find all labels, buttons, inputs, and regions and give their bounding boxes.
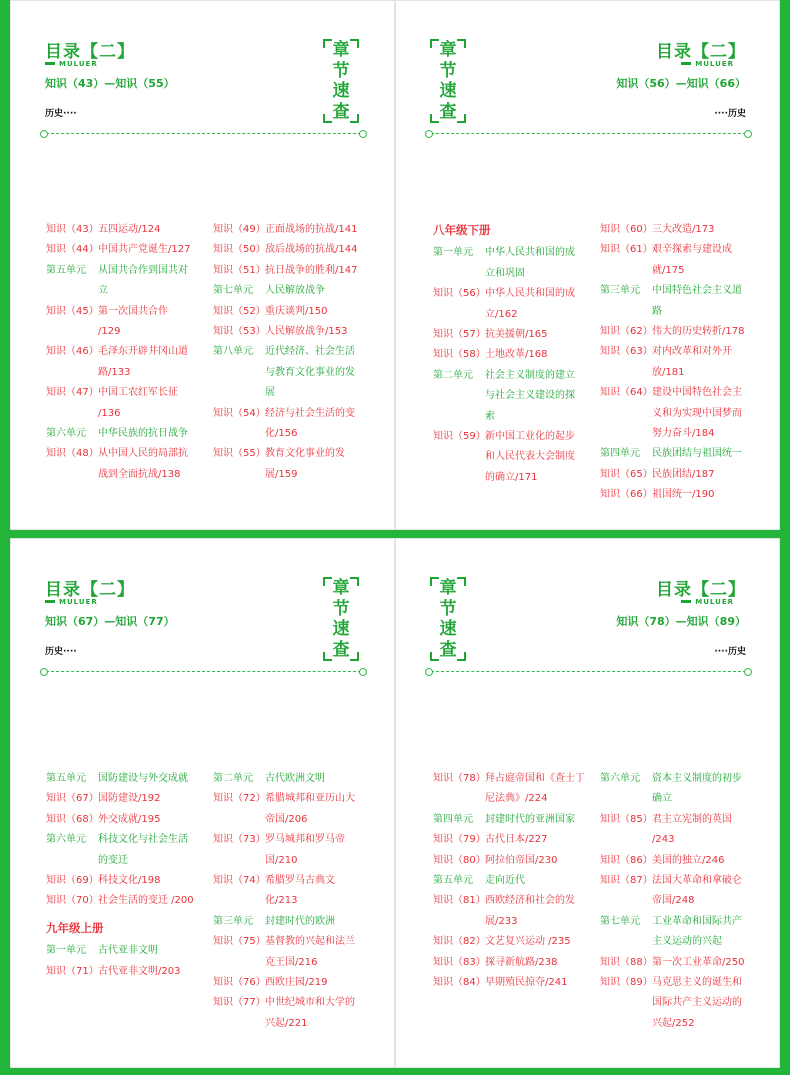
toc-entry[interactable] [213, 769, 363, 789]
entry-title: 走向近代 [485, 875, 525, 887]
entry-number: 知识（58） [433, 349, 486, 361]
entry-number: 知识（74） [213, 875, 266, 887]
entry-number: 知识（44） [46, 244, 99, 256]
entry-number: 知识（86） [600, 854, 653, 866]
entry-title: 中国工农红军长征 /136 [98, 387, 178, 419]
entry-number: 第四单元 [600, 448, 640, 460]
toc-entry[interactable] [600, 871, 750, 912]
entry-number: 知识（60） [600, 224, 653, 235]
entry-title: 工业革命和国际共产主义运动的兴起 [652, 915, 742, 948]
entry-number: 第六单元 [600, 773, 640, 784]
entry-title: 伟大的历史转折/178 [652, 326, 745, 338]
toc-subtitle: MULUER [681, 598, 734, 606]
toc-entry[interactable] [46, 424, 193, 444]
entry-number: 第四单元 [433, 813, 473, 825]
entry-title: 重庆谈判/150 [265, 305, 328, 317]
entry-number: 第一单元 [433, 247, 473, 259]
entry-number: 知识（45） [46, 305, 99, 317]
badge-char: 节 [439, 598, 457, 619]
knowledge-range: 知识（56）—知识（66） [616, 77, 746, 90]
entry-title: 人民解放战争 [265, 285, 325, 297]
entry-title: 基督教的兴起和法兰克王国/216 [265, 936, 355, 968]
entry-number: 知识（68） [46, 813, 99, 825]
entry-number: 知识（81） [433, 895, 486, 907]
entry-number: 知识（89） [600, 977, 653, 989]
toc-entry[interactable] [213, 789, 363, 830]
toc-entry[interactable] [213, 342, 361, 403]
toc-column-right [600, 769, 750, 1034]
badge-char: 章 [439, 40, 457, 60]
entry-title: 民族团结/187 [652, 468, 715, 480]
dashed-divider [46, 133, 361, 134]
toc-entry[interactable] [46, 220, 193, 240]
entry-title: 拜占庭帝国和《查士丁尼法典》/224 [485, 773, 585, 805]
toc-title: 目录【二】 [45, 580, 135, 600]
toc-entry[interactable] [600, 383, 750, 444]
entry-number: 知识（73） [213, 834, 266, 846]
entry-title: 新中国工业化的起步和人民代表大会制度的确立/171 [485, 431, 575, 483]
badge-char: 章 [439, 578, 457, 598]
toc-entry[interactable] [213, 281, 361, 301]
toc-entry[interactable] [433, 810, 585, 830]
toc-column-right [213, 220, 361, 485]
toc-entry[interactable] [600, 953, 750, 973]
entry-title: 外交成就/195 [98, 813, 161, 825]
toc-entry[interactable] [600, 810, 750, 851]
entry-number: 第七单元 [600, 915, 640, 927]
toc-entry[interactable] [46, 444, 193, 485]
toc-entry[interactable] [46, 891, 196, 911]
entry-title: 古代日本/227 [485, 834, 548, 846]
toc-entry[interactable] [46, 302, 193, 343]
chapter-quick-search-badge [323, 577, 359, 661]
toc-entry[interactable] [600, 485, 750, 505]
grade-heading: 八年级下册 [433, 223, 491, 237]
toc-entry[interactable] [433, 830, 585, 850]
entry-title: 希腊城邦和亚历山大帝国/206 [265, 793, 355, 825]
toc-entry[interactable] [46, 830, 196, 871]
toc-entry[interactable] [433, 366, 583, 427]
toc-entry[interactable] [213, 912, 363, 932]
badge-char: 章 [332, 40, 350, 60]
entry-title: 社会主义制度的建立与社会主义建设的探索 [485, 369, 575, 422]
entry-title: 从国共合作到国共对立 [98, 264, 188, 297]
entry-number: 第八单元 [213, 346, 253, 358]
entry-number: 知识（64） [600, 387, 653, 399]
toc-entry[interactable] [213, 871, 363, 912]
entry-number: 知识（78） [433, 773, 486, 784]
entry-title: 第一次国共合作 /129 [98, 305, 168, 338]
entry-number: 知识（88） [600, 956, 653, 968]
toc-column-left [46, 769, 196, 982]
entry-title: 文艺复兴运动 /235 [485, 936, 571, 948]
entry-number: 知识（55） [213, 448, 266, 460]
entry-title: 近代经济、社会生活与教育文化事业的发展 [265, 346, 355, 399]
entry-number: 第二单元 [213, 773, 253, 784]
dashed-divider [431, 133, 746, 134]
toc-entry[interactable] [600, 973, 750, 1034]
entry-number: 知识（47） [46, 387, 99, 399]
dashed-divider [431, 671, 746, 672]
entry-title: 中华人民共和国的成立/162 [485, 288, 575, 320]
badge-char: 节 [332, 598, 350, 619]
toc-entry[interactable] [433, 243, 583, 284]
entry-title: 探寻新航路/238 [485, 956, 558, 968]
entry-title: 西欧经济和社会的发展/233 [485, 895, 575, 927]
badge-char: 节 [332, 60, 350, 81]
toc-entry[interactable] [46, 261, 193, 302]
toc-entry[interactable] [46, 789, 196, 809]
entry-number: 知识（67） [46, 793, 99, 805]
entry-number: 第二单元 [433, 369, 473, 381]
toc-entry[interactable] [600, 342, 750, 383]
badge-char: 查 [439, 101, 457, 122]
toc-entry[interactable] [46, 962, 196, 982]
entry-title: 中华人民共和国的成立和巩固 [485, 247, 575, 279]
entry-number: 知识（72） [213, 793, 266, 805]
entry-number: 知识（83） [433, 956, 486, 968]
toc-entry[interactable] [213, 302, 361, 322]
toc-entry[interactable] [213, 444, 361, 485]
toc-entry[interactable] [213, 830, 363, 871]
toc-column-right [213, 769, 363, 1034]
entry-title: 民族团结与祖国统一 [652, 448, 742, 460]
entry-title: 法国大革命和拿破仑帝国/248 [652, 875, 742, 907]
entry-title: 艰辛探索与建设成就/175 [652, 244, 732, 276]
entry-title: 三大改造/173 [652, 224, 715, 235]
badge-char: 速 [439, 81, 457, 101]
toc-entry[interactable] [46, 941, 196, 961]
chapter-quick-search-badge [430, 577, 466, 661]
subject-label: ····历史 [714, 109, 746, 119]
grade-heading: 九年级上册 [46, 920, 104, 935]
toc-entry[interactable] [600, 769, 750, 810]
entry-title: 抗美援朝/165 [485, 329, 548, 341]
toc-entry[interactable] [433, 345, 583, 365]
knowledge-range: 知识（43）—知识（55） [45, 77, 175, 90]
toc-entry[interactable] [433, 325, 583, 345]
toc-page-1 [10, 0, 395, 530]
toc-column-left [433, 220, 583, 488]
toc-page-2 [395, 0, 780, 530]
toc-entry[interactable] [213, 261, 361, 281]
entry-number: 第六单元 [46, 428, 86, 440]
entry-number: 知识（57） [433, 329, 486, 341]
entry-title: 古代欧洲文明 [265, 773, 325, 784]
entry-title: 阿拉伯帝国/230 [485, 854, 558, 866]
entry-number: 知识（54） [213, 407, 266, 419]
entry-title: 封建时代的欧洲 [265, 915, 335, 927]
entry-title: 美国的独立/246 [652, 854, 725, 866]
entry-number: 第一单元 [46, 945, 86, 957]
entry-title: 土地改革/168 [485, 349, 548, 361]
entry-number: 知识（59） [433, 431, 486, 443]
badge-char: 查 [332, 101, 350, 122]
chapter-quick-search-badge [323, 39, 359, 123]
toc-title: 目录【二】 [656, 42, 746, 62]
entry-title: 古代亚非文明/203 [98, 965, 181, 977]
entry-number: 第五单元 [46, 264, 86, 276]
entry-number: 第五单元 [433, 875, 473, 887]
badge-char: 速 [439, 619, 457, 639]
toc-entry[interactable] [46, 383, 193, 424]
entry-number: 知识（48） [46, 448, 99, 460]
entry-number: 知识（77） [213, 997, 266, 1009]
toc-entry[interactable] [600, 851, 750, 871]
entry-title: 国防建设与外交成就 [98, 773, 188, 784]
entry-number: 第三单元 [600, 285, 640, 297]
entry-title: 第一次工业革命/250 [652, 956, 745, 968]
toc-entry[interactable] [433, 769, 585, 810]
toc-entry[interactable] [600, 444, 750, 464]
entry-title: 中华民族的抗日战争 [98, 428, 188, 440]
badge-char: 节 [439, 60, 457, 81]
entry-title: 希腊罗马古典文化/213 [265, 875, 335, 907]
entry-title: 从中国人民的局部抗战到全面抗战/138 [98, 448, 188, 480]
entry-number: 知识（49） [213, 224, 266, 235]
entry-title: 正面战场的抗战/141 [265, 224, 358, 235]
toc-entry[interactable] [213, 973, 363, 993]
toc-entry[interactable] [46, 871, 196, 891]
toc-entry[interactable] [46, 810, 196, 830]
badge-char: 速 [332, 619, 350, 639]
entry-title: 封建时代的亚洲国家 [485, 813, 575, 825]
entry-title: 罗马城邦和罗马帝国/210 [265, 834, 345, 866]
entry-number: 知识（69） [46, 875, 99, 887]
entry-title: 科技文化/198 [98, 875, 161, 887]
toc-entry[interactable] [213, 404, 361, 445]
toc-entry[interactable] [433, 284, 583, 325]
toc-entry[interactable] [433, 871, 585, 891]
entry-number: 知识（84） [433, 977, 486, 989]
knowledge-range: 知识（67）—知识（77） [45, 615, 175, 628]
entry-number: 知识（50） [213, 244, 266, 256]
entry-title: 经济与社会生活的变化/156 [265, 407, 355, 440]
entry-title: 敌后战场的抗战/144 [265, 244, 358, 256]
toc-entry[interactable] [46, 240, 193, 260]
badge-char: 查 [332, 639, 350, 660]
entry-number: 知识（80） [433, 854, 486, 866]
entry-title: 中国特色社会主义道路 [652, 285, 742, 317]
entry-number: 第三单元 [213, 915, 253, 927]
toc-column-right [600, 220, 750, 506]
toc-entry[interactable] [600, 240, 750, 281]
entry-number: 知识（82） [433, 936, 486, 948]
toc-entry[interactable] [433, 953, 585, 973]
entry-number: 知识（79） [433, 834, 486, 846]
entry-number: 知识（61） [600, 244, 653, 256]
entry-title: 建设中国特色社会主义和为实现中国梦而努力奋斗/184 [652, 387, 742, 440]
entry-number: 知识（46） [46, 346, 99, 358]
toc-subtitle: MULUER [45, 598, 98, 606]
toc-entry[interactable] [600, 912, 750, 953]
entry-number: 知识（66） [600, 489, 653, 501]
entry-title: 教育文化事业的发展/159 [265, 448, 345, 480]
toc-title: 目录【二】 [656, 580, 746, 600]
entry-title: 马克思主义的诞生和国际共产主义运动的兴起/252 [652, 977, 742, 1029]
entry-number: 知识（65） [600, 468, 653, 480]
toc-column-left [46, 220, 193, 485]
entry-title: 社会生活的变迁 /200 [98, 895, 194, 907]
entry-title: 西欧庄园/219 [265, 977, 328, 989]
toc-entry[interactable] [600, 281, 750, 322]
entry-title: 中国共产党诞生/127 [98, 244, 191, 256]
entry-number: 知识（51） [213, 264, 266, 276]
subject-label: 历史···· [45, 647, 77, 657]
toc-entry[interactable] [46, 769, 196, 789]
toc-entry[interactable] [213, 322, 361, 342]
entry-number: 知识（87） [600, 875, 653, 887]
chapter-quick-search-badge [430, 39, 466, 123]
entry-number: 知识（71） [46, 965, 99, 977]
toc-entry[interactable] [213, 240, 361, 260]
entry-title: 科技文化与社会生活的变迁 [98, 834, 188, 866]
entry-number: 第六单元 [46, 834, 86, 846]
toc-page-4 [395, 538, 780, 1068]
entry-title: 五四运动/124 [98, 224, 161, 235]
badge-char: 章 [332, 578, 350, 598]
toc-entry[interactable] [213, 993, 363, 1034]
knowledge-range: 知识（78）—知识（89） [616, 615, 746, 628]
subject-label: ····历史 [714, 647, 746, 657]
entry-number: 第五单元 [46, 773, 86, 784]
entry-title: 人民解放战争/153 [265, 326, 348, 338]
entry-title: 君主立宪制的英国 /243 [652, 813, 732, 846]
toc-page-3 [10, 538, 395, 1068]
toc-entry[interactable] [433, 973, 585, 993]
toc-entry[interactable] [600, 220, 750, 240]
entry-number: 知识（75） [213, 936, 266, 948]
entry-number: 知识（62） [600, 326, 653, 338]
toc-entry[interactable] [433, 932, 585, 952]
toc-entry[interactable] [46, 342, 193, 383]
toc-entry[interactable] [600, 465, 750, 485]
toc-entry[interactable] [433, 427, 583, 488]
entry-title: 对内改革和对外开放/181 [652, 346, 732, 378]
entry-number: 知识（53） [213, 326, 266, 338]
subject-label: 历史···· [45, 109, 77, 119]
entry-number: 知识（85） [600, 813, 653, 825]
toc-subtitle: MULUER [45, 60, 98, 68]
entry-number: 知识（70） [46, 895, 99, 907]
entry-title: 中世纪城市和大学的兴起/221 [265, 997, 355, 1029]
entry-number: 第七单元 [213, 285, 253, 297]
toc-entry[interactable] [433, 891, 585, 932]
entry-title: 毛泽东开辟井冈山道路/133 [98, 346, 188, 378]
badge-char: 查 [439, 639, 457, 660]
toc-entry[interactable] [213, 932, 363, 973]
entry-title: 祖国统一/190 [652, 489, 715, 501]
entry-title: 资本主义制度的初步确立 [652, 773, 742, 805]
entry-number: 知识（63） [600, 346, 653, 358]
entry-number: 知识（56） [433, 288, 486, 300]
badge-char: 速 [332, 81, 350, 101]
toc-entry[interactable] [600, 322, 750, 342]
dashed-divider [46, 671, 361, 672]
toc-column-left [433, 769, 585, 993]
entry-title: 早期殖民掠夺/241 [485, 977, 568, 989]
entry-title: 国防建设/192 [98, 793, 161, 805]
entry-title: 古代亚非文明 [98, 945, 158, 957]
toc-entry[interactable] [213, 220, 361, 240]
entry-number: 知识（43） [46, 224, 99, 235]
entry-number: 知识（52） [213, 305, 266, 317]
entry-title: 抗日战争的胜利/147 [265, 264, 358, 276]
toc-entry[interactable] [433, 851, 585, 871]
toc-title: 目录【二】 [45, 42, 135, 62]
entry-number: 知识（76） [213, 977, 266, 989]
toc-subtitle: MULUER [681, 60, 734, 68]
